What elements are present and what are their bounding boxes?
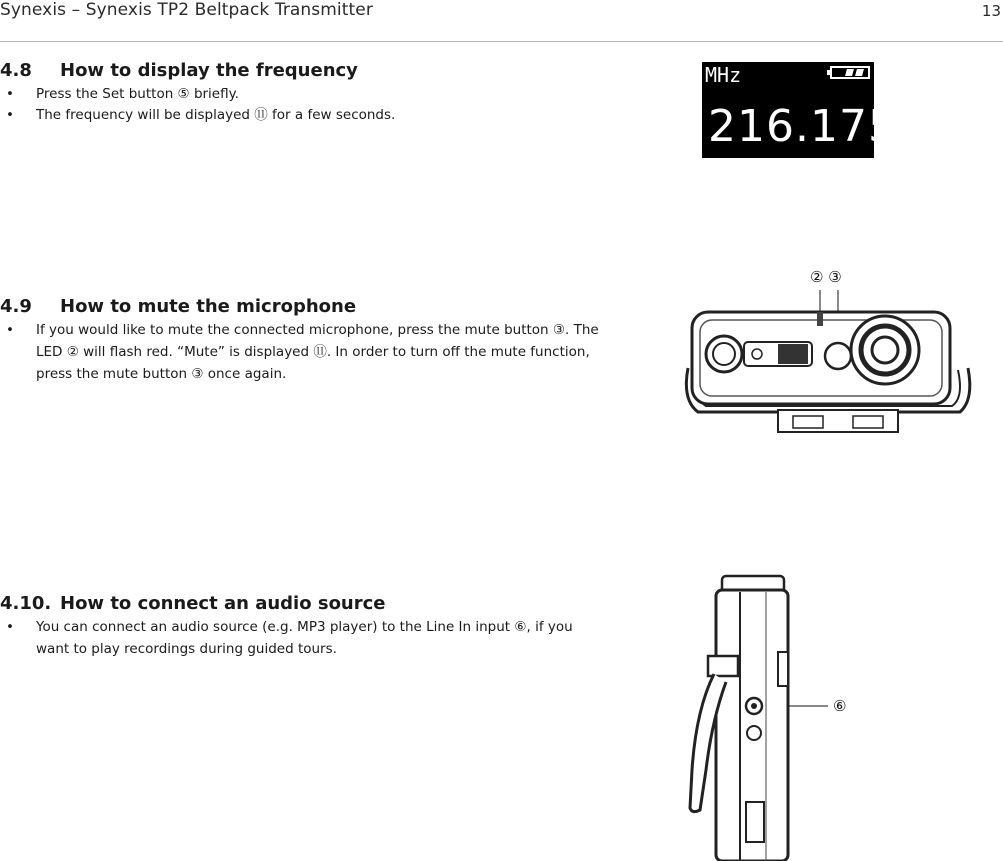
display-unit: MHz [705, 63, 742, 87]
section-number: 4.10. [0, 593, 52, 614]
section-number: 4.9 [0, 296, 32, 317]
beltpack-side-view [680, 570, 845, 861]
section-title: How to connect an audio source [60, 593, 386, 614]
beltpack-top-view [678, 290, 1003, 445]
section-number: 4.8 [0, 60, 32, 81]
section-title: How to mute the microphone [60, 296, 357, 317]
bullet-dot: • [6, 619, 14, 635]
battery-icon [830, 66, 870, 79]
bullet-text: The frequency will be displayed ⑪ for a few seconds. [36, 107, 396, 123]
bullet-item [6, 83, 606, 105]
page-number: 13 [981, 2, 1001, 20]
bullet-item [6, 616, 606, 664]
display-frequency: 216.175 [708, 101, 897, 152]
bullet-dot: • [6, 86, 14, 102]
header-title: Synexis – Synexis TP2 Beltpack Transmitter [0, 0, 373, 20]
bullet-dot: • [6, 107, 14, 123]
bullet-text: If you would like to mute the connected microphone, press the mute button ③. The LED ② will flash red. “Mute” is displayed ⑪. In order to turn off the mute function, press the mute button ③ once again. [36, 322, 599, 382]
bullet-text: You can connect an audio source (e.g. MP3 player) to the Line In input ⑥, if you want to play recordings during guided tours. [36, 619, 573, 657]
lcd-display-figure [702, 62, 897, 158]
bullet-dot: • [6, 322, 14, 338]
bullet-item [6, 319, 606, 389]
bullet-item [6, 104, 606, 126]
callout-label: ⑥ [833, 697, 847, 715]
section-title: How to display the frequency [60, 60, 358, 81]
header-divider [0, 41, 1003, 42]
callout-labels: ② ③ [810, 268, 842, 286]
bullet-text: Press the Set button ⑤ briefly. [36, 86, 239, 102]
